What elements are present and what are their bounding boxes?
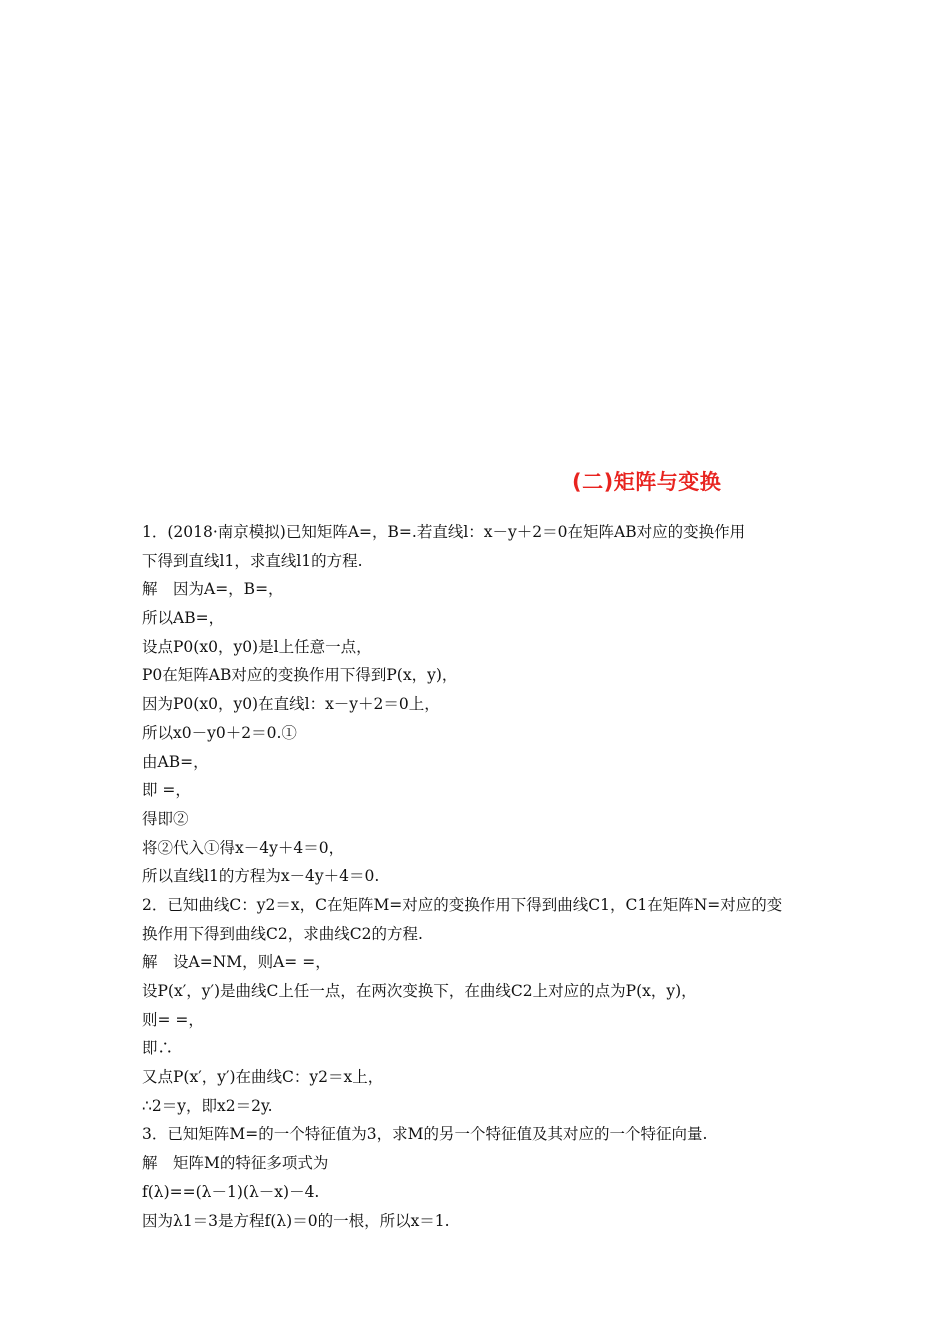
text-line: 即∴ — [142, 1039, 174, 1058]
text-line: 下得到直线l1，求直线l1的方程. — [142, 551, 363, 570]
text-line: 即 =， — [142, 781, 191, 800]
text-line: 将②代入①得x－4y＋4＝0， — [142, 838, 345, 857]
text-line: 由AB=， — [142, 752, 209, 771]
text-line: 得即② — [142, 809, 189, 828]
text-line: 3．已知矩阵M=的一个特征值为3，求M的另一个特征值及其对应的一个特征向量. — [142, 1125, 708, 1144]
document-body — [142, 518, 814, 1235]
text-line: 换作用下得到曲线C2，求曲线C2的方程. — [142, 924, 423, 943]
text-line: 因为P0(x0，y0)在直线l：x－y＋2＝0上， — [142, 695, 440, 714]
text-line: 设点P0(x0，y0)是l上任意一点， — [142, 637, 372, 656]
text-line: 所以AB=， — [142, 609, 225, 628]
text-line: f(λ)==(λ－1)(λ－x)－4. — [142, 1182, 320, 1201]
text-line: 解 矩阵M的特征多项式为 — [142, 1154, 329, 1173]
section-title: (二)矩阵与变换 — [572, 470, 722, 494]
text-line: 所以x0－y0＋2＝0.① — [142, 723, 297, 742]
text-line: 所以直线l1的方程为x－4y＋4＝0. — [142, 867, 380, 886]
text-line: 则= =， — [142, 1010, 204, 1029]
text-line: 又点P(x′，y′)在曲线C：y2＝x上， — [142, 1068, 384, 1087]
text-line: 因为λ1＝3是方程f(λ)＝0的一根，所以x＝1. — [142, 1211, 450, 1230]
text-line: 2．已知曲线C：y2＝x，C在矩阵M=对应的变换作用下得到曲线C1，C1在矩阵N=对应的变 — [142, 895, 783, 914]
text-line: ∴2＝y，即x2＝2y. — [142, 1096, 273, 1115]
text-line: 1．(2018·南京模拟)已知矩阵A=，B=.若直线l：x－y＋2＝0在矩阵AB对应的变换作用 — [142, 523, 746, 541]
text-line: 解 因为A=，B=， — [142, 580, 284, 599]
text-line: 设P(x′，y′)是曲线C上任一点，在两次变换下，在曲线C2上对应的点为P(x，y)， — [142, 982, 697, 1000]
text-line: 解 设A=NM，则A= =， — [142, 953, 331, 972]
text-line: P0在矩阵AB对应的变换作用下得到P(x，y)， — [142, 666, 458, 685]
